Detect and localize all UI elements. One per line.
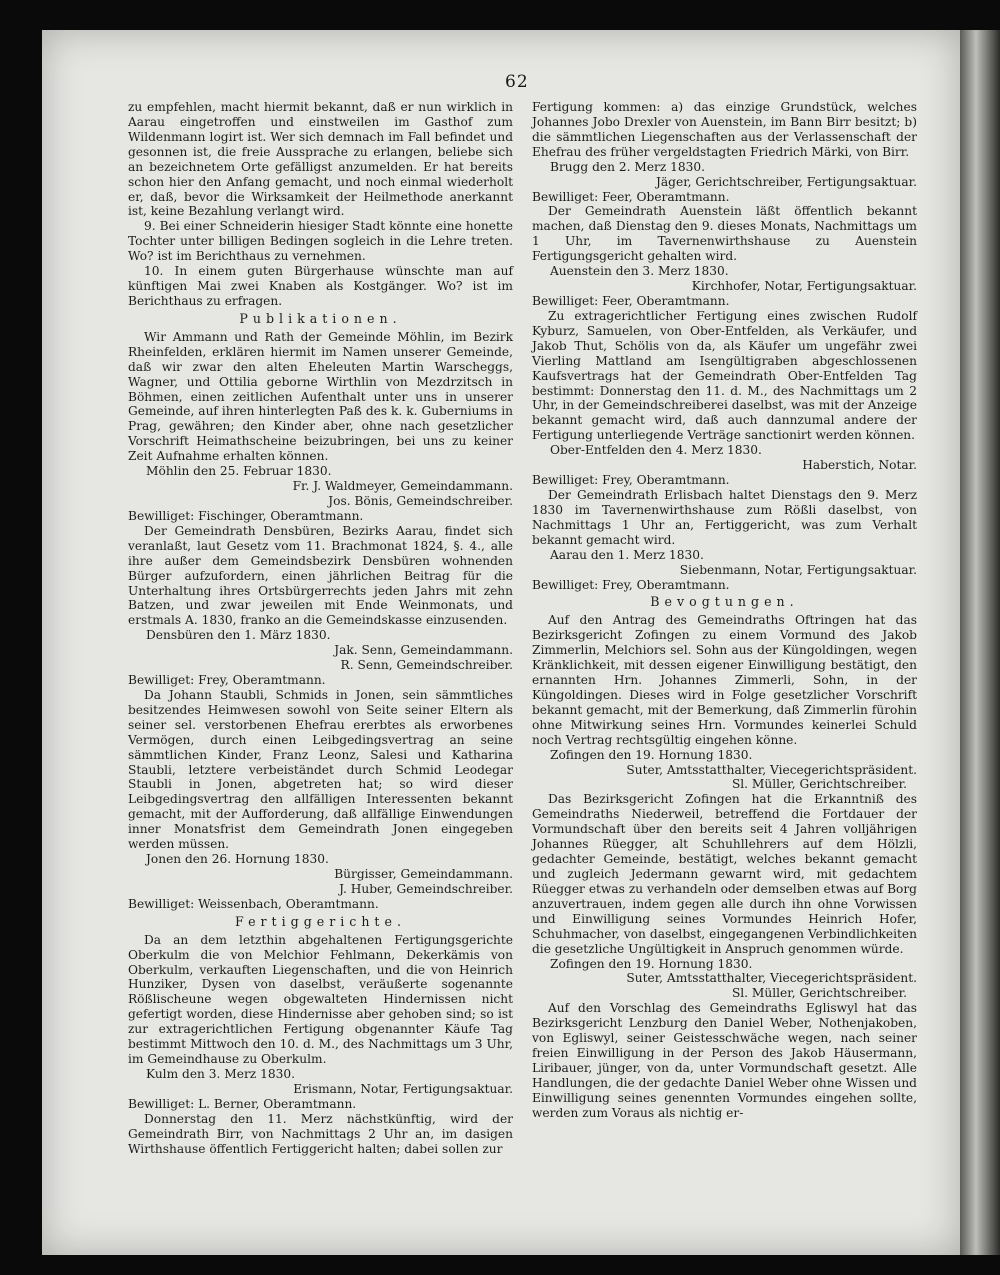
- text-block: 9. Bei einer Schneiderin hiesiger Stadt könnte eine honette Tochter unter billigen Bedingen sogleich in die Lehre treten. Wo? ist im Berichthaus zu vernehmen.: [128, 219, 513, 264]
- text-block: zu empfehlen, macht hiermit bekannt, daß er nun wirklich in Aarau eingetroffen und einstweilen im Gasthof zum Wildenmann logirt ist. Wer sich demnach im Fall befindet und gesonnen ist, die freie Aussprache zu erlangen, beliebe sich an bezeichnetem Orte gefälligst anzumelden. Er hat bereits schon hier den Anfang gemacht, und noch einmal wiederholt er, daß, bevor die Wirksamkeit der Heilmethode anerkannt ist, keine Bezahlung verlangt wird.: [128, 100, 513, 219]
- text-block: Jonen den 26. Hornung 1830.: [146, 852, 329, 867]
- text-block: Kirchhofer, Notar, Fertigungsaktuar.: [691, 279, 917, 294]
- right-column: [532, 100, 917, 1121]
- text-block: Zofingen den 19. Hornung 1830.: [550, 956, 753, 971]
- text-block: Bewilliget: Fischinger, Oberamtmann.: [128, 508, 364, 523]
- text-block: R. Senn, Gemeindschreiber.: [340, 658, 513, 673]
- text-block: Siebenmann, Notar, Fertigungsaktuar.: [679, 562, 917, 577]
- text-block: Auf den Vorschlag des Gemeindraths Egliswyl hat das Bezirksgericht Lenzburg den Daniel Weber, Nothenjakoben, von Egliswyl, seiner Geistesschwäche wegen, nach seiner freien Einwilligung in der Person des Jakob Häusermann, Liribauer, jünger, von da, unter Vormundschaft gesetzt. Alle Handlungen, die der gedachte Daniel Weber ohne Wissen und Einwilligung seines genennten Vormundes eingehen sollte, werden zum Voraus als nichtig er-: [532, 1001, 917, 1120]
- text-block: Bewilliget: L. Berner, Oberamtmann.: [128, 1096, 357, 1111]
- text-block: Haberstich, Notar.: [802, 458, 917, 473]
- section-heading: Publikationen.: [239, 310, 402, 326]
- text-block: Ober-Entfelden den 4. Merz 1830.: [550, 443, 762, 458]
- text-block: Möhlin den 25. Februar 1830.: [146, 464, 332, 479]
- text-block: Erismann, Notar, Fertigungsaktuar.: [293, 1081, 513, 1096]
- text-block: Bewilliget: Frey, Oberamtmann.: [128, 673, 326, 688]
- text-block: Zofingen den 19. Hornung 1830.: [550, 747, 753, 762]
- text-block: Der Gemeindrath Auenstein läßt öffentlich bekannt machen, daß Dienstag den 9. dieses Monats, Nachmittags um 1 Uhr, im Tavernenwirthshause zu Auenstein Fertigungsgericht gehalten wird.: [532, 204, 917, 264]
- text-block: J. Huber, Gemeindschreiber.: [339, 881, 513, 896]
- text-block: Aarau den 1. Merz 1830.: [550, 547, 704, 562]
- text-block: Bewilliget: Frey, Oberamtmann.: [532, 473, 730, 488]
- text-block: Fertigung kommen: a) das einzige Grundstück, welches Johannes Jobo Drexler von Auenstein, im Bann Birr besitzt; b) die sämmtlichen Liegenschaften aus der Verlassenschaft der Ehefrau des früher vergeldstagten Friedrich Märki, von Birr.: [532, 100, 917, 159]
- text-block: Der Gemeindrath Densbüren, Bezirks Aarau, findet sich veranlaßt, laut Gesetz vom 11. Brachmonat 1824, §. 4., alle ihre außer dem Gemeindsbezirk Densbüren wohnenden Bürger aufzufordern, einen jährlichen Beitrag für die Unterhaltung ihres Ortsbürgerrechts jeden Jahrs mit zehn Batzen, und zwar jeweilen mit Ende Weinmonats, und erstmals A. 1830, franko an die Gemeindskasse einzusenden.: [128, 523, 513, 628]
- text-block: Brugg den 2. Merz 1830.: [550, 159, 706, 174]
- text-block: Suter, Amtsstatthalter, Viecegerichtspräsident.: [626, 971, 917, 986]
- text-block: Fr. J. Waldmeyer, Gemeindammann.: [292, 479, 513, 494]
- text-block: Jos. Bönis, Gemeindschreiber.: [328, 493, 513, 508]
- text-block: Auf den Antrag des Gemeindraths Oftringen hat das Bezirksgericht Zofingen zu einem Vormund des Jakob Zimmerlin, Melchiors sel. Sohn aus der Küngoldingen, wegen Kränklichkeit, mit dessen eigener Einwilligung bestätigt, den ernannten Hrn. Johannes Zimmerli, Sohn, in der Küngoldingen. Dieses wird in Folge gesetzlicher Vorschrift bekannt gemacht, mit der Bemerkung, daß Zimmerlin fürohin ohne Mitwirkung seines Hrn. Vormundes keinerlei Schuld noch Vertrag rechtsgültig eingehen könne.: [532, 613, 917, 747]
- book-spine-edge: [960, 30, 1000, 1255]
- text-block: Das Bezirksgericht Zofingen hat die Erkanntniß des Gemeindraths Niederweil, betreffend die Fortdauer der Vormundschaft über den bereits seit 4 Jahren volljährigen Johannes Rüegger, alt Schuhllehrers auf dem Hölzli, gedachter Gemeinde, bestätigt, welches bekannt gemacht und zugleich Jedermann gewarnt wird, mit gedachtem Rüegger etwas zu verhandeln oder demselben etwas auf Borg anzuvertrauen, indem gegen alle durch ihn ohne Vorwissen und Einwilligung seines Vormundes Heinrich Hofer, Schuhmacher, von daselbst, eingegangenen Verbindlichkeiten die gesetzliche Ungültigkeit in Anspruch genommen würde.: [532, 792, 917, 956]
- text-block: Bewilliget: Weissenbach, Oberamtmann.: [128, 896, 379, 911]
- text-block: Bürgisser, Gemeindammann.: [334, 867, 513, 882]
- text-block: Bewilliget: Frey, Oberamtmann.: [532, 577, 730, 592]
- text-block: Auenstein den 3. Merz 1830.: [550, 264, 729, 279]
- text-block: Jak. Senn, Gemeindammann.: [334, 643, 513, 658]
- text-block: Donnerstag den 11. Merz nächstkünftig, wird der Gemeindrath Birr, von Nachmittags 2 Uhr an, im dasigen Wirthshause öffentlich Fertiggericht halten; dabei sollen zur: [128, 1111, 513, 1156]
- text-block: Jäger, Gerichtschreiber, Fertigungsaktuar.: [656, 174, 917, 189]
- text-block: Sl. Müller, Gerichtschreiber.: [731, 777, 907, 792]
- section-heading: Bevogtungen.: [650, 594, 799, 610]
- text-block: Der Gemeindrath Erlisbach haltet Dienstags den 9. Merz 1830 im Tavernenwirthshause zum Rößli daselbst, von Nachmittags 1 Uhr an, Fertiggericht, was zum Verhalt bekannt gemacht wird.: [532, 487, 917, 547]
- text-block: 10. In einem guten Bürgerhause wünschte man auf künftigen Mai zwei Knaben als Kostgänger. Wo? ist im Berichthaus zu erfragen.: [128, 264, 513, 308]
- section-heading: Fertiggerichte.: [235, 913, 406, 929]
- left-column: [128, 100, 513, 1157]
- text-block: Kulm den 3. Merz 1830.: [146, 1067, 295, 1081]
- text-block: Suter, Amtsstatthalter, Viecegerichtspräsident.: [626, 762, 917, 777]
- page-number: 62: [505, 72, 529, 92]
- text-block: Bewilliget: Feer, Oberamtmann.: [532, 293, 730, 308]
- text-block: Da an dem letzthin abgehaltenen Fertigungsgerichte Oberkulm die von Melchior Fehlmann, Dekerkämis von Oberkulm, verkauften Liegenschaften, und die von Heinrich Hunziker, Dysen von daselbst, veräußerte sogenannte Rößlischeune wegen obgewalteten Hindernissen nicht gefertigt worden, diese Hindernisse aber gehoben sind; so ist zur extragerichtlichen Fertigung obgenannter Käufe Tag bestimmt Mittwoch den 10. d. M., des Nachmittags um 3 Uhr, im Gemeindhause zu Oberkulm.: [128, 932, 513, 1067]
- text-block: Densbüren den 1. März 1830.: [146, 628, 331, 643]
- text-block: Sl. Müller, Gerichtschreiber.: [731, 986, 907, 1001]
- text-block: Bewilliget: Feer, Oberamtmann.: [532, 189, 730, 204]
- text-block: Wir Ammann und Rath der Gemeinde Möhlin, im Bezirk Rheinfelden, erklären hiermit im Namen unserer Gemeinde, daß wir zwar den alten Eheleuten Martin Warscheggs, Wagner, und Ottilia geborne Wirthlin von Mezdrzitsch in Böhmen, einen zeitlichen Aufenthalt unter uns in unserer Gemeinde, auf ihren hinterlegten Paß des k. k. Guberniums in Prag, gewähren; den Kinder aber, ohne nach gesetzlicher Vorschrift Heimathscheine beizubringen, bei uns zu keiner Zeit Aufnahme erhalten können.: [128, 329, 513, 464]
- text-block: Zu extragerichtlicher Fertigung eines zwischen Rudolf Kyburz, Samuelen, von Ober-Entfelden, als Verkäufer, und Jakob Thut, Schölis von da, als Käufer um ungefähr zwei Vierling Mattland am Isengültigraben abgeschlossenen Kaufsvertrags hat der Gemeindrath Ober-Entfelden Tag bestimmt: Donnerstag den 11. d. M., des Nachmittags um 2 Uhr, in der Gemeindschreiberei daselbst, was mit der Anzeige bekannt gemacht wird, daß auch dannzumal andere der Fertigung unterliegende Verträge sanctionirt werden können.: [532, 308, 917, 443]
- text-block: Da Johann Staubli, Schmids in Jonen, sein sämmtliches besitzendes Heimwesen sowohl von Seite seiner Eltern als seiner sel. verstorbenen Ehefrau ererbtes als erworbenes Vermögen, durch einen Leibgedingsvertrag an seine sämmtlichen Kinder, Franz Leonz, Salesi und Katharina Staubli, letztere verbeiständet durch Schmid Leodegar Staubli in Jonen, abgetreten hat; so wird dieser Leibgedingsvertrag den allfälligen Interessenten bekannt gemacht, mit der Aufforderung, daß allfällige Einwendungen inner Monatsfrist dem Gemeindrath Jonen eingegeben werden müssen.: [128, 687, 513, 852]
